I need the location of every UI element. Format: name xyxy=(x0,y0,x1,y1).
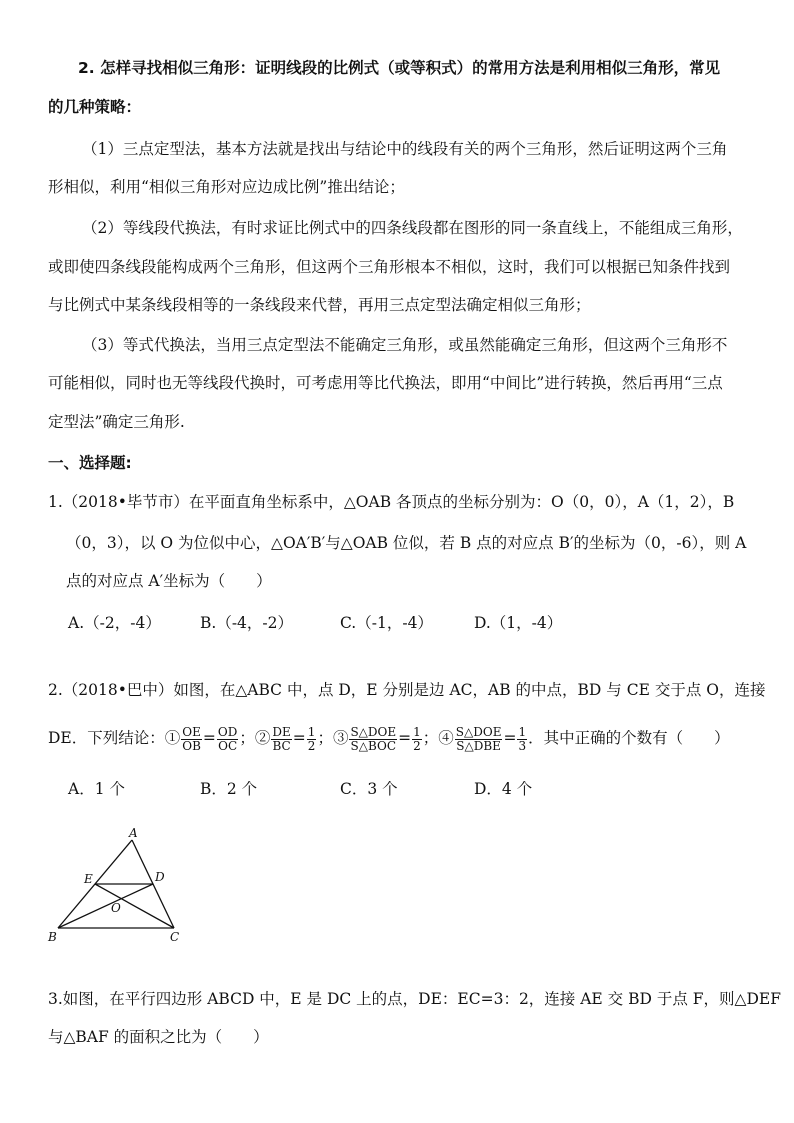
label-a: A xyxy=(129,826,138,840)
segment-bd xyxy=(58,884,153,928)
q1-option-d[interactable]: D.（1，-4） xyxy=(474,614,563,632)
fraction-1-2 xyxy=(307,726,317,753)
strategy-1-line-2: 形相似，利用“相似三角形对应边成比例”推出结论； xyxy=(48,178,405,196)
q1-option-b[interactable]: B.（-4，-2） xyxy=(200,614,294,632)
section-heading: 一、选择题: xyxy=(48,454,132,472)
q1-line-3: 点的对应点 A′坐标为（ ） xyxy=(66,572,272,590)
q2-option-c[interactable]: C．3 个 xyxy=(340,780,398,798)
denominator: OC xyxy=(218,738,238,753)
strategy-2-line-3: 与比例式中某条线段相等的一条线段来代替，再用三点定型法确定相似三角形； xyxy=(48,296,591,314)
denominator: S△DBE xyxy=(456,738,501,753)
q1-source: 1.（2018•毕节市） xyxy=(48,493,189,511)
numerator: OD xyxy=(217,724,238,739)
fraction-oe-ob xyxy=(181,726,202,753)
conclusion-2-marker: ；② xyxy=(239,729,271,747)
strategy-2-line-1: （2）等线段代换法，有时求证比例式中的四条线段都在图形的同一条直线上，不能组成三角形， xyxy=(82,219,743,237)
numerator: DE xyxy=(272,724,291,739)
label-e: E xyxy=(84,872,93,886)
q2-line-1: 2.（2018•巴中）如图，在△ABC 中，点 D，E 分别是边 AC，AB 的中点，BD 与 CE 交于点 O，连接 xyxy=(48,681,766,699)
triangle-figure xyxy=(40,825,200,950)
denominator: BC xyxy=(272,738,291,753)
q1-option-c[interactable]: C.（-1，-4） xyxy=(340,614,433,632)
section-2-title: 2. 怎样寻找相似三角形 xyxy=(78,59,240,77)
numerator: S△DOE xyxy=(350,724,397,739)
section-2-line-1 xyxy=(78,57,720,79)
numerator: 1 xyxy=(307,724,316,739)
conclusion-1: ① $\frac{OE}{OB}$ = $\frac{OD}{OC}$ xyxy=(164,724,238,753)
fraction-area-doe-dbe xyxy=(455,726,503,753)
denominator: 2 xyxy=(307,738,316,753)
section-2-line-2: 的几种策略： xyxy=(48,98,142,116)
strategy-1-line-1: （1）三点定型法，基本方法就是找出与结论中的线段有关的两个三角形，然后证明这两个三角 xyxy=(82,140,728,158)
section-2-intro: ：证明线段的比例式（或等积式）的常用方法是利用相似三角形，常见 xyxy=(239,59,721,77)
conclusion-2: ；② $\frac{DE}{BC}$ = $\frac{1}{2}$ xyxy=(239,724,316,753)
fraction-1-3 xyxy=(517,726,527,753)
q1-stem-start: 在平面直角坐标系中，△OAB 各顶点的坐标分别为：O（0，0），A（1，2），B xyxy=(188,493,735,511)
label-d: D xyxy=(155,870,165,884)
numerator: 1 xyxy=(518,724,527,739)
label-b: B xyxy=(48,930,57,944)
numerator: S△DOE xyxy=(455,724,502,739)
q2-option-d[interactable]: D．4 个 xyxy=(474,780,533,798)
q2-option-a[interactable]: A．1 个 xyxy=(68,780,125,798)
denominator: 2 xyxy=(413,738,421,753)
strategy-3-line-1: （3）等式代换法，当用三点定型法不能确定三角形，或虽然能确定三角形，但这两个三角形不 xyxy=(82,336,728,354)
conclusion-3-marker: ；③ xyxy=(317,729,349,747)
label-c: C xyxy=(170,930,180,944)
fraction-area-doe-boc xyxy=(349,726,397,753)
label-o: O xyxy=(111,901,121,915)
numerator: OE xyxy=(182,724,201,739)
strategy-3-line-2: 可能相似，同时也无等线段代换时，可考虑用等比代换法，即用“中间比”进行转换，然后再用“三点 xyxy=(48,374,723,392)
conclusion-4: ；④ $\frac{\text{S△DOE}}{\text{S△DBE}}$ = $\frac{1}{3}$ xyxy=(422,724,527,753)
q2-prefix: DE．下列结论： xyxy=(48,729,165,747)
q3-line-1: 3.如图，在平行四边形 ABCD 中，E 是 DC 上的点，DE：EC=3：2，连接 AE 交 BD 于点 F，则△DEF xyxy=(48,990,781,1008)
strategy-2-line-2: 或即使四条线段能构成两个三角形，但这两个三角形根本不相似，这时，我们可以根据已知条件找到 xyxy=(48,258,731,276)
q1-line-1 xyxy=(48,491,734,513)
fraction-1-2 xyxy=(412,726,422,753)
fraction-de-bc xyxy=(271,726,291,753)
conclusion-3: ；③ $\frac{\text{S△DOE}}{\text{S△BOC}}$ = $\frac{1}{2}$ xyxy=(317,724,421,753)
q3-line-2: 与△BAF 的面积之比为（ ） xyxy=(48,1028,269,1046)
q2-suffix: ．其中正确的个数有（ ） xyxy=(528,729,730,747)
q1-option-a[interactable]: A.（-2，-4） xyxy=(68,614,161,632)
denominator: 3 xyxy=(518,738,527,753)
q2-line-2 xyxy=(48,720,730,756)
strategy-3-line-3: 定型法”确定三角形. xyxy=(48,413,185,431)
q2-option-b[interactable]: B．2 个 xyxy=(200,780,258,798)
denominator: OB xyxy=(182,738,201,753)
numerator: 1 xyxy=(413,724,421,739)
denominator: S△BOC xyxy=(350,738,397,753)
conclusion-1-marker: ① xyxy=(164,729,181,747)
fraction-od-oc xyxy=(217,726,238,753)
q1-line-2: （0，3），以 O 为位似中心，△OA′B′与△OAB 位似，若 B 点的对应点 B′的坐标为（0，-6），则 A xyxy=(66,534,747,552)
conclusion-4-marker: ；④ xyxy=(422,729,454,747)
